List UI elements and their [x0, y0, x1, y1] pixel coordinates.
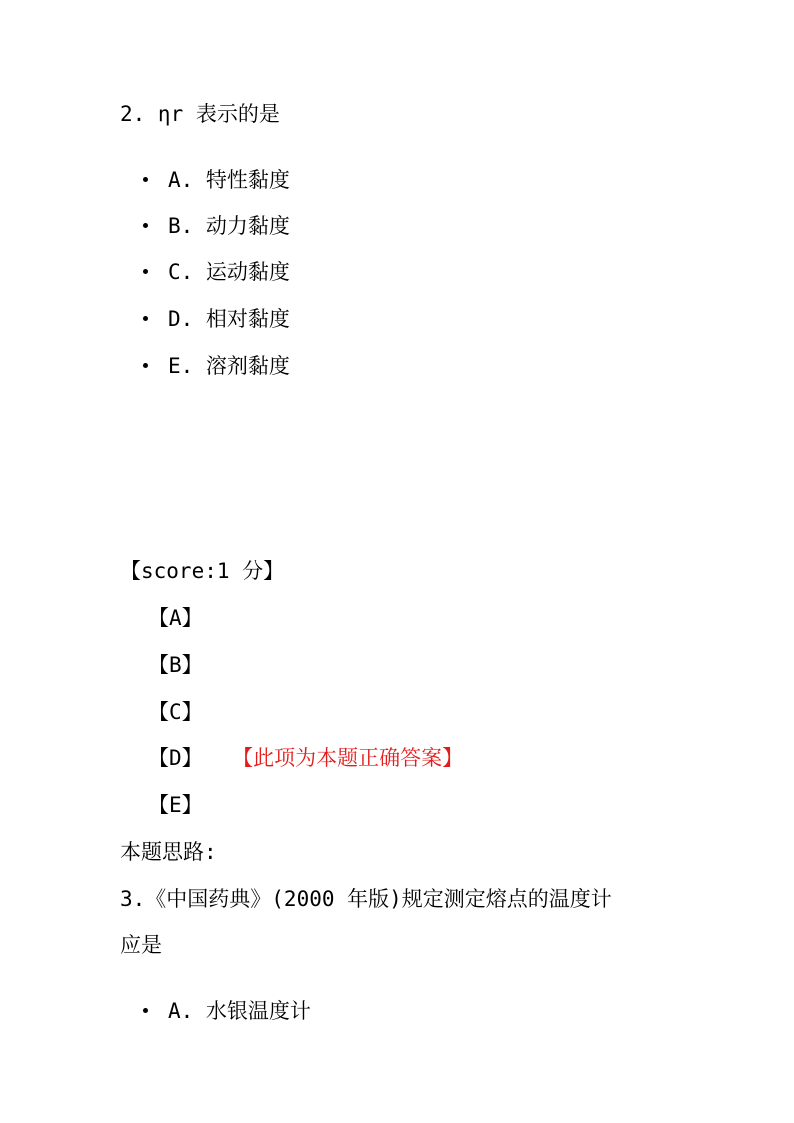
option-label: E. 溶剂黏度: [168, 354, 290, 378]
answer-marker-d: 【D】: [148, 746, 203, 770]
answer-marker-a: 【A】: [148, 606, 203, 630]
bullet-icon: [143, 363, 148, 368]
question-2-option-c: [143, 262, 290, 283]
score-label: 【score:1 分】: [120, 559, 285, 583]
bullet-icon: [143, 269, 148, 274]
question-3-option-a: [143, 1001, 311, 1022]
bullet-icon: [143, 223, 148, 228]
bullet-icon: [143, 1008, 148, 1013]
question-3-stem-line2: 应是: [120, 933, 162, 957]
option-label: A. 水银温度计: [168, 999, 311, 1023]
option-label: D. 相对黏度: [168, 307, 290, 331]
answer-marker-b: 【B】: [148, 653, 203, 677]
answer-marker-c: 【C】: [148, 700, 203, 724]
answer-marker-d-row: [148, 748, 463, 769]
option-label: C. 运动黏度: [168, 260, 290, 284]
question-2-option-a: [143, 170, 290, 191]
bullet-icon: [143, 177, 148, 182]
option-label: B. 动力黏度: [168, 214, 290, 238]
question-2-option-d: [143, 309, 290, 330]
thinking-label: 本题思路:: [120, 840, 217, 864]
bullet-icon: [143, 316, 148, 321]
correct-answer-note: 【此项为本题正确答案】: [242, 746, 464, 770]
option-label: A. 特性黏度: [168, 168, 290, 192]
question-2-option-b: [143, 216, 290, 237]
question-2-stem: 2. ηr 表示的是: [120, 102, 280, 126]
question-3-stem-line1: 3.《中国药典》(2000 年版)规定测定熔点的温度计: [120, 887, 612, 911]
answer-marker-e: 【E】: [148, 793, 203, 817]
question-2-option-e: [143, 356, 290, 377]
